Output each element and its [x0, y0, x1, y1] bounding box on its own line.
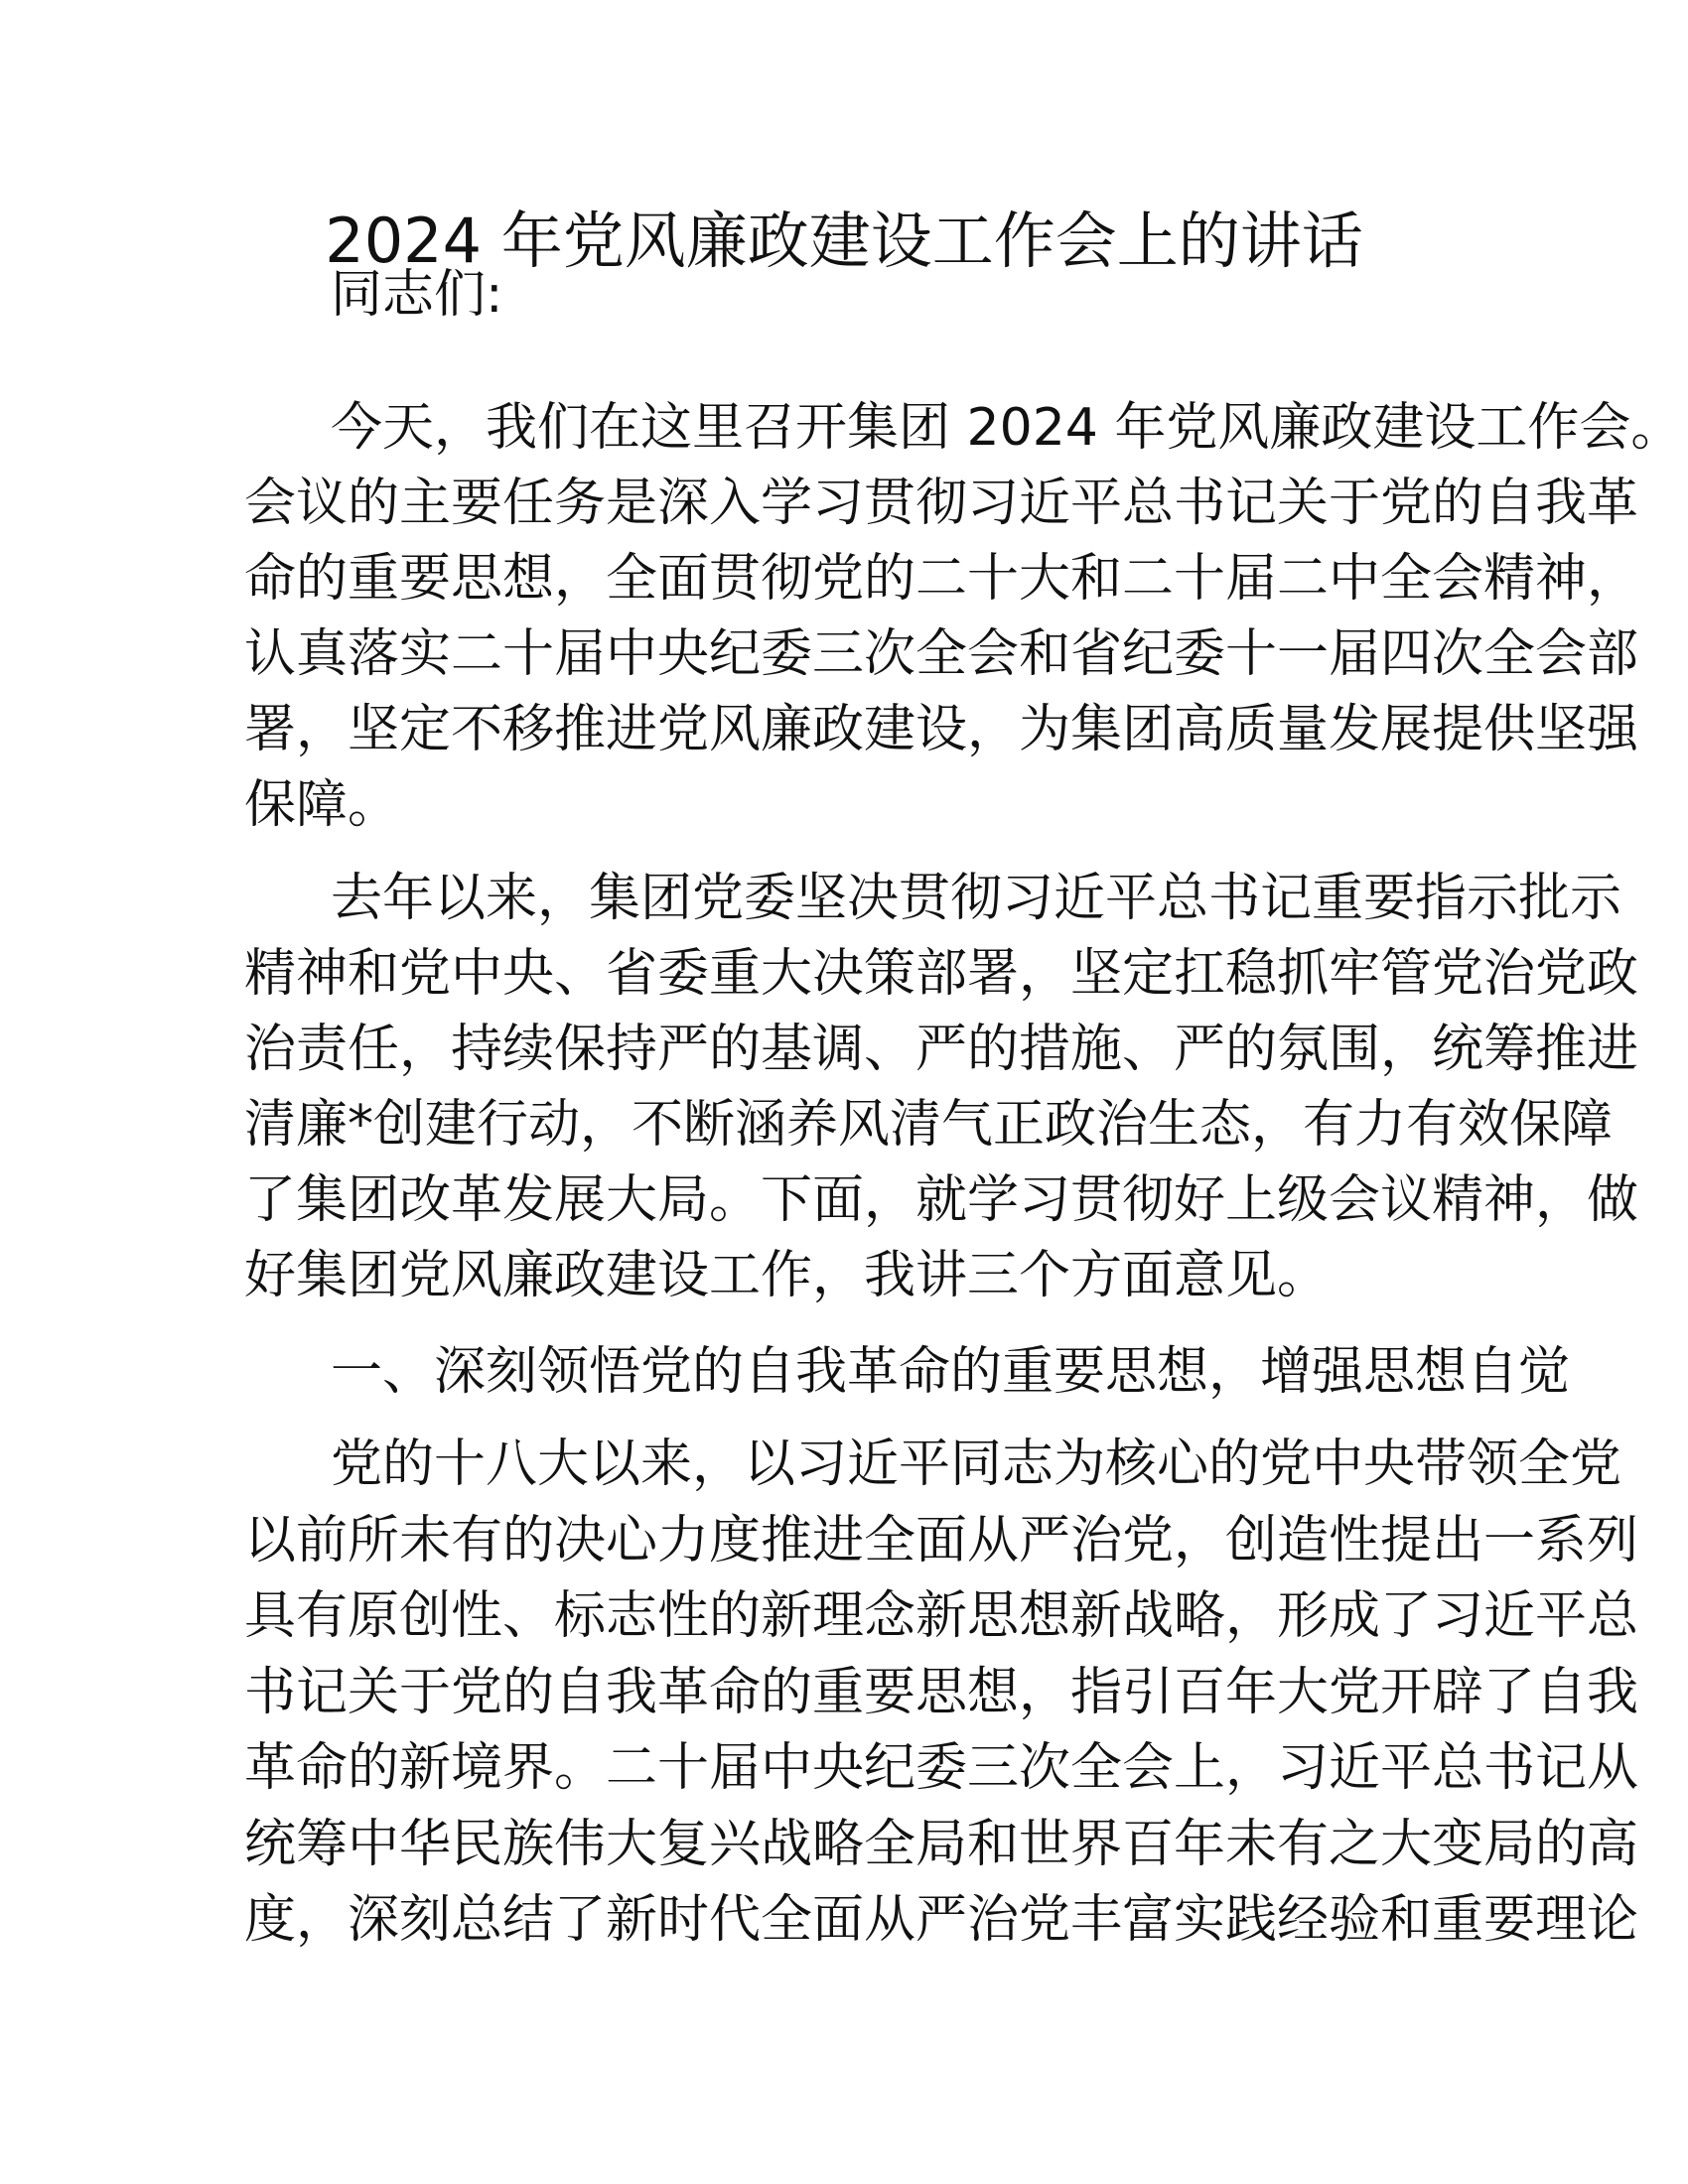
document-title: 2024 年党风廉政建设工作会上的讲话	[325, 205, 1363, 277]
paragraph-line: 具有原创性、标志性的新理念新思想新战略，形成了习近平总	[244, 1586, 1639, 1646]
paragraph-line: 保障。	[244, 775, 400, 835]
greeting: 同志们:	[331, 265, 503, 325]
paragraph-line: 去年以来，集团党委坚决贯彻习近平总书记重要指示批示	[331, 869, 1622, 928]
paragraph-line: 清廉*创建行动，不断涵养风清气正政治生态，有力有效保障	[244, 1095, 1614, 1155]
paragraph-line: 治责任，持续保持严的基调、严的措施、严的氛围，统筹推进	[244, 1020, 1639, 1079]
paragraph-line: 命的重要思想，全面贯彻党的二十大和二十届二中全会精神，	[244, 549, 1639, 609]
paragraph-line: 以前所未有的决心力度推进全面从严治党，创造性提出一系列	[244, 1510, 1639, 1570]
paragraph-line: 了集团改革发展大局。下面，就学习贯彻好上级会议精神，做	[244, 1170, 1639, 1230]
paragraph-line: 革命的新境界。二十届中央纪委三次全会上，习近平总书记从	[244, 1738, 1639, 1798]
paragraph-line: 好集团党风廉政建设工作，我讲三个方面意见。	[244, 1246, 1330, 1305]
paragraph-line: 统筹中华民族伟大复兴战略全局和世界百年未有之大变局的高	[244, 1814, 1639, 1874]
paragraph-line: 认真落实二十届中央纪委三次全会和省纪委十一届四次全会部	[244, 624, 1639, 684]
paragraph-line: 署，坚定不移推进党风廉政建设，为集团高质量发展提供坚强	[244, 700, 1639, 759]
paragraph-line: 度，深刻总结了新时代全面从严治党丰富实践经验和重要理论	[244, 1890, 1639, 1950]
paragraph-line: 党的十八大以来，以习近平同志为核心的党中央带领全党	[331, 1434, 1622, 1494]
section-heading: 一、深刻领悟党的自我革命的重要思想，增强思想自觉	[331, 1342, 1571, 1402]
paragraph-line: 今天，我们在这里召开集团 2024 年党风廉政建设工作会。	[331, 398, 1683, 458]
paragraph-line: 会议的主要任务是深入学习贯彻习近平总书记关于党的自我革	[244, 474, 1639, 533]
paragraph-line: 精神和党中央、省委重大决策部署，坚定扛稳抓牢管党治党政	[244, 944, 1639, 1004]
paragraph-line: 书记关于党的自我革命的重要思想，指引百年大党开辟了自我	[244, 1662, 1639, 1722]
